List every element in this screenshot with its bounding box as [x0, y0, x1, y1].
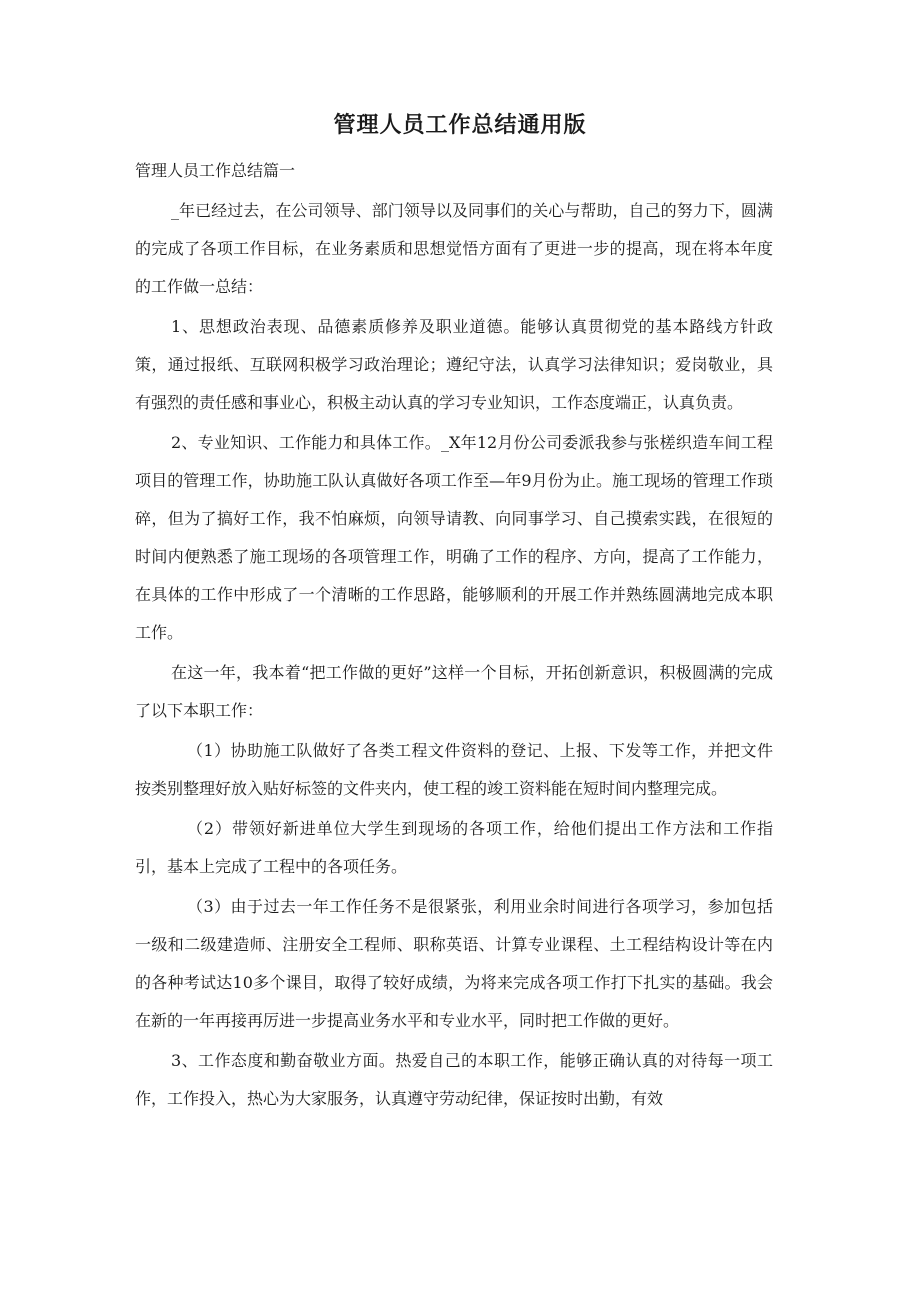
paragraph-item-1: （1）协助施工队做好了各类工程文件资料的登记、上报、下发等工作，并把文件按类别整理好放入贴好标签的文件夹内，使工程的竣工资料能在短时间内整理完成。 — [135, 741, 773, 798]
section-heading: 管理人员工作总结篇一 — [135, 161, 296, 180]
paragraph-section-2: 2、专业知识、工作能力和具体工作。_X年12月份公司委派我参与张槎织造车间工程项目的管理工作，协助施工队认真做好各项工作至—年9月份为止。施工现场的管理工作琐碎，但为了搞好工作，我不怕麻烦，向领导请教、向同事学习、自己摸索实践，在很短的时间内便熟悉了施工现场的各项管理工作，明确了工作的程序、方向，提高了工作能力，在具体的工作中形成了一个清晰的工作思路，能够顺利的开展工作并熟练圆满地完成本职工作。 — [135, 433, 773, 642]
paragraph-item-3: （3）由于过去一年工作任务不是很紧张，利用业余时间进行各项学习，参加包括一级和二级建造师、注册安全工程师、职称英语、计算专业课程、土工程结构设计等在内的各种考试达10多个课目，取得了较好成绩，为将来完成各项工作打下扎实的基础。我会在新的一年再接再厉进一步提高业务水平和专业水平，同时把工作做的更好。 — [135, 897, 773, 1030]
paragraph-intro: _年已经过去，在公司领导、部门领导以及同事们的关心与帮助，自己的努力下，圆满的完成了各项工作目标，在业务素质和思想觉悟方面有了更进一步的提高，现在将本年度的工作做一总结： — [135, 201, 773, 296]
document-body — [135, 156, 773, 1120]
document-title: 管理人员工作总结通用版 — [333, 113, 587, 138]
paragraph-item-2: （2）带领好新进单位大学生到现场的各项工作，给他们提出工作方法和工作指引，基本上完成了工程中的各项任务。 — [135, 819, 773, 876]
paragraph-year-goal: 在这一年，我本着“把工作做的更好”这样一个目标，开拓创新意识，积极圆满的完成了以下本职工作： — [135, 663, 773, 720]
paragraph-section-1: 1、思想政治表现、品德素质修养及职业道德。能够认真贯彻党的基本路线方针政策，通过报纸、互联网积极学习政治理论；遵纪守法，认真学习法律知识；爱岗敬业，具有强烈的责任感和事业心，积极主动认真的学习专业知识，工作态度端正，认真负责。 — [135, 317, 773, 412]
paragraph-section-3: 3、工作态度和勤奋敬业方面。热爱自己的本职工作，能够正确认真的对待每一项工作，工作投入，热心为大家服务，认真遵守劳动纪律，保证按时出勤，有效 — [135, 1051, 773, 1108]
